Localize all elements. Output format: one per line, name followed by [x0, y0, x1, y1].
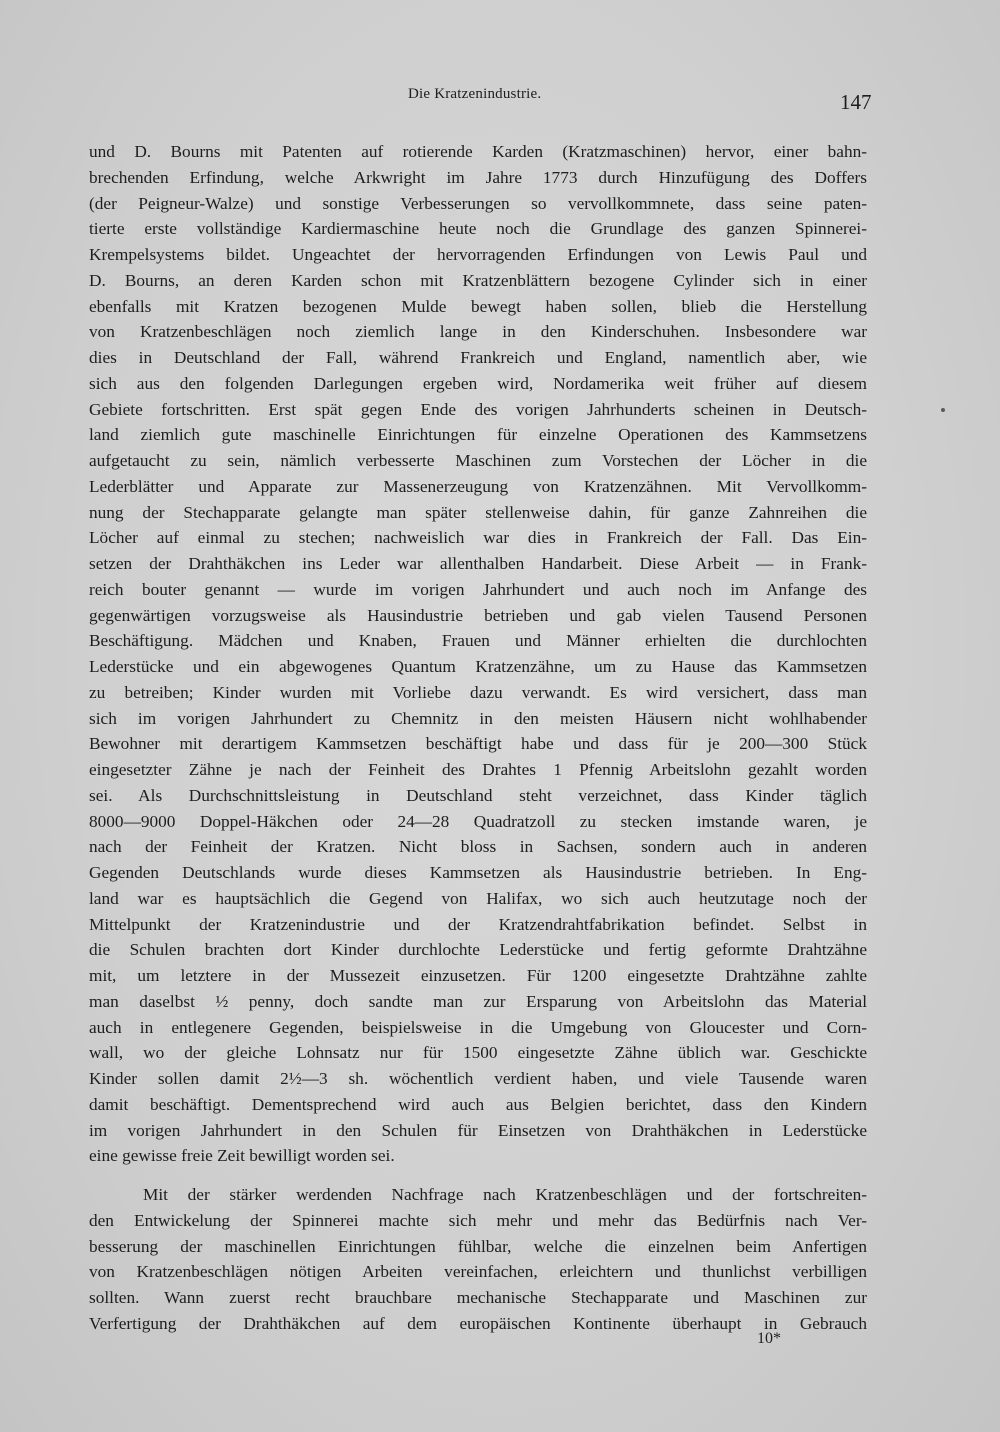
text-line: Lederstücke und ein abgewogenes Quantum Kratzenzähne, um zu Hause das Kammsetzen [89, 657, 867, 676]
text-line: mit, um letztere in der Mussezeit einzusetzen. Für 1200 eingesetzte Drahtzähne zahlte [89, 966, 867, 985]
paper-speck [941, 408, 945, 412]
text-line: den Entwickelung der Spinnerei machte sich mehr und mehr das Bedürfnis nach Ver- [89, 1210, 867, 1230]
paragraph [89, 1182, 867, 1337]
text-line: zu betreiben; Kinder wurden mit Vorliebe dazu verwandt. Es wird versichert, dass man [89, 682, 867, 702]
text-line: 8000—9000 Doppel-Häkchen oder 24—28 Quadratzoll zu stecken imstande waren, je [89, 811, 867, 831]
text-line: land war es hauptsächlich die Gegend von Halifax, wo sich auch heutzutage noch der [89, 888, 867, 908]
text-line: Mittelpunkt der Kratzenindustrie und der Kratzendrahtfabrikation befindet. Selbst in [89, 914, 867, 934]
text-line: von Kratzenbeschlägen nötigen Arbeiten vereinfachen, erleichtern und thunlichst verbilligen [89, 1262, 867, 1282]
paragraph-gap [89, 1169, 867, 1182]
text-line: nach der Feinheit der Kratzen. Nicht bloss in Sachsen, sondern auch in anderen [89, 837, 867, 857]
text-line: man daselbst ½ penny, doch sandte man zur Ersparung von Arbeitslohn das Material [89, 991, 867, 1011]
text-line: Beschäftigung. Mädchen und Knaben, Frauen und Männer erhielten die durchlochten [89, 631, 867, 651]
text-line: Bewohner mit derartigem Kammsetzen beschäftigt habe und dass für je 200—300 Stück [89, 734, 867, 754]
text-line: setzen der Drahthäkchen ins Leder war allenthalben Handarbeit. Diese Arbeit — in Frank- [89, 554, 867, 573]
text-line: sich aus den folgenden Darlegungen ergeben wird, Nordamerika weit früher auf diesem [89, 373, 867, 393]
paragraph [89, 139, 867, 1169]
text-line: brechenden Erfindung, welche Arkwright im Jahre 1773 durch Hinzufügung des Doffers [89, 167, 867, 187]
text-line: auch in entlegenere Gegenden, beispielsweise in die Umgebung von Gloucester und Corn- [89, 1017, 867, 1037]
text-line: dies in Deutschland der Fall, während Frankreich und England, namentlich aber, wie [89, 348, 867, 367]
text-line: tierte erste vollständige Kardiermaschine heute noch die Grundlage des ganzen Spinnerei- [89, 219, 867, 239]
page-number: 147 [840, 90, 872, 114]
text-line: reich bouter genannt — wurde im vorigen Jahrhundert und auch noch im Anfange des [89, 579, 867, 599]
text-line: im vorigen Jahrhundert in den Schulen für Einsetzen von Drahthäkchen in Lederstücke [89, 1120, 867, 1140]
text-line: nung der Stechapparate gelangte man später stellenweise dahin, für ganze Zahnreihen die [89, 502, 867, 522]
text-line: sich im vorigen Jahrhundert zu Chemnitz in den meisten Häusern nicht wohlhabender [89, 708, 867, 728]
text-line: aufgetaucht zu sein, nämlich verbesserte Maschinen zum Vorstechen der Löcher in die [89, 451, 867, 470]
text-line: wall, wo der gleiche Lohnsatz nur für 1500 eingesetzte Zähne üblich war. Geschickte [89, 1043, 867, 1063]
text-line: Gebiete fortschritten. Erst spät gegen Ende des vorigen Jahrhunderts scheinen in Deutsch- [89, 399, 867, 419]
text-line: damit beschäftigt. Dementsprechend wird auch aus Belgien berichtet, dass den Kindern [89, 1094, 867, 1114]
text-line: eingesetzter Zähne je nach der Feinheit des Drahtes 1 Pfennig Arbeitslohn gezahlt worden [89, 760, 867, 779]
text-line: Krempelsystems bildet. Ungeachtet der hervorragenden Erfindungen von Lewis Paul und [89, 245, 867, 264]
running-title: Die Kratzenindustrie. [408, 86, 542, 102]
text-line: gegenwärtigen vorzugsweise als Hausindustrie betrieben und gab vielen Tausend Personen [89, 605, 867, 625]
text-line: eine gewisse freie Zeit bewilligt worden sei. [89, 1146, 395, 1166]
text-line: sei. Als Durchschnittsleistung in Deutschland steht verzeichnet, dass Kinder täglich [89, 785, 867, 805]
text-line: sollten. Wann zuerst recht brauchbare mechanische Stechapparate und Maschinen zur [89, 1288, 867, 1307]
signature-mark: 10* [757, 1330, 781, 1347]
text-line: Kinder sollen damit 2½—3 sh. wöchentlich verdient haben, und viele Tausende waren [89, 1069, 867, 1088]
text-line: land ziemlich gute maschinelle Einrichtungen für einzelne Operationen des Kammsetzens [89, 425, 867, 445]
body-text [89, 139, 867, 1337]
text-line: (der Peigneur-Walze) und sonstige Verbesserungen so vervollkommnete, dass seine paten- [89, 193, 867, 213]
text-line: ebenfalls mit Kratzen bezogenen Mulde bewegt haben sollen, blieb die Herstellung [89, 296, 867, 316]
text-line: D. Bourns, an deren Karden schon mit Kratzenblättern bezogene Cylinder sich in einer [89, 270, 867, 290]
text-line: Gegenden Deutschlands wurde dieses Kammsetzen als Hausindustrie betrieben. In Eng- [89, 863, 867, 882]
text-line: die Schulen brachten dort Kinder durchlochte Lederstücke und fertig geformte Drahtzähne [89, 940, 867, 960]
text-line: von Kratzenbeschlägen noch ziemlich lange in den Kinderschuhen. Insbesondere war [89, 322, 867, 342]
text-line: besserung der maschinellen Einrichtungen fühlbar, welche die einzelnen beim Anfertigen [89, 1236, 867, 1256]
text-line: Mit der stärker werdenden Nachfrage nach Kratzenbeschlägen und der fortschreiten- [143, 1185, 867, 1204]
text-line: Verfertigung der Drahthäkchen auf dem europäischen Kontinente überhaupt in Gebrauch [89, 1313, 867, 1333]
text-line: Löcher auf einmal zu stechen; nachweislich war dies in Frankreich der Fall. Das Ein- [89, 528, 867, 548]
text-line: und D. Bourns mit Patenten auf rotierende Karden (Kratzmaschinen) hervor, einer bahn- [89, 142, 867, 161]
text-line: Lederblätter und Apparate zur Massenerzeugung von Kratzenzähnen. Mit Vervollkomm- [89, 476, 867, 496]
